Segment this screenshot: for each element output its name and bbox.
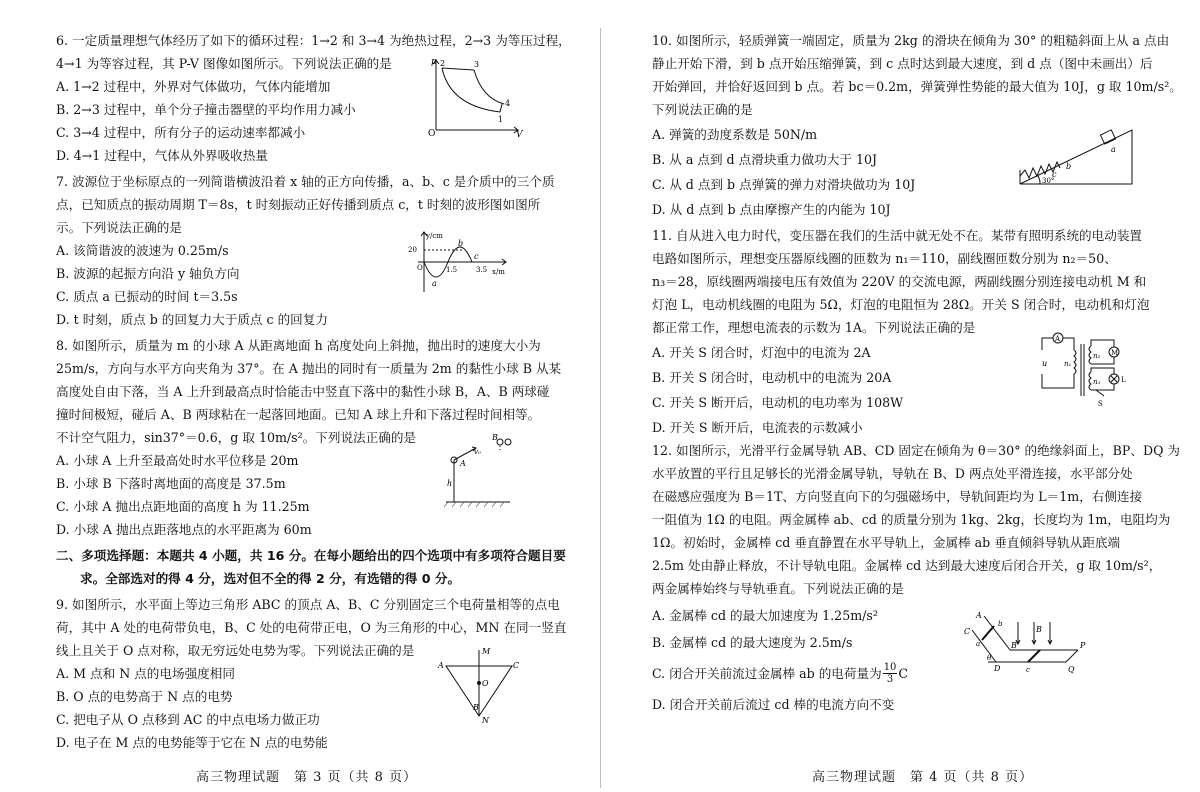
q8-ball-a: A [460,459,466,468]
q7-line-2: 点，已知质点的振动周期 T＝8s，t 时刻振动正好传播到质点 c，t 时刻的波形图如图所 [56,197,541,212]
q9-option-a: A. M 点和 N 点的电场强度相同 [56,666,235,681]
q8-option-a: A. 小球 A 上升至最高处时水平位移是 20m [56,453,299,468]
q6-v-axis-label: V [516,130,523,138]
q12-rod-end-c: c [1026,666,1030,674]
q8-option-b: B. 小球 B 下落时离地面的高度是 37.5m [56,476,286,491]
q8-velocity: v₀ [474,448,481,456]
q9-line-1: 9. 如图所示，水平面上等边三角形 ABC 的顶点 A、B、C 分别固定三个电荷量相等的点电 [56,597,560,612]
q9-line-2: 荷，其中 A 处的电荷带负电，B、C 处的电荷带正电，O 为三角形的中心，MN 在同一竖直 [56,620,567,635]
q7-option-d: D. t 时刻，质点 b 的回复力大于质点 c 的回复力 [56,312,328,327]
q12-line-7: 两金属棒始终与导轨垂直。下列说法正确的是 [652,581,904,596]
q12-option-a: A. 金属棒 cd 的最大加速度为 1.25m/s² [652,608,878,623]
q12-point-p: P [1080,641,1086,650]
q11-line-4: 灯泡 L，电动机线圈的电阻为 5Ω，灯泡的电阻恒为 28Ω。开关 S 闭合时，电动机和灯泡 [652,297,1150,312]
q6-origin-label: O [428,129,436,138]
q10-line-2: 静止开始下滑，到 b 点开始压缩弹簧，到 c 点时达到最大速度，到 d 点（图中未画出）后 [652,56,1153,71]
q9-option-b: B. O 点的电势高于 N 点的电势 [56,689,233,704]
q10-option-d: D. 从 d 点到 b 点由摩擦产生的内能为 10J [652,202,891,217]
q6-state-2: 2 [440,59,446,68]
q8-line-2: 25m/s，方向与水平方向夹角为 37°。在 A 抛出的同时有一质量为 2m 的黏性小球 B 从某 [56,361,562,376]
q6-state-3: 3 [474,60,480,69]
q8-option-c: C. 小球 A 抛出点距地面的高度 h 为 11.25m [56,499,310,514]
q7-x-axis-label: x/m [492,268,505,276]
q7-amplitude-label: 20 [408,246,417,254]
q8-line-4: 撞时间极短，碰后 A、B 两球粘在一起落回地面。已知 A 球上升和下落过程时间相等。 [56,407,541,422]
q6-option-d: D. 4→1 过程中，气体从外界吸收热量 [56,148,268,163]
q7-origin-label: O [417,264,423,272]
right-page-footer: 高三物理试题 第 4 页（共 8 页） [812,770,1034,785]
q12-option-c-unit: C [898,665,909,681]
q12-line-4: 一阻值为 1Ω 的电阻。两金属棒 ab、cd 的质量分别为 1kg、2kg，长度均为 1m，电阻均为 [652,512,1171,527]
q11-switch-label: S [1098,400,1103,408]
q7-wave-diagram [396,228,512,296]
q9-vertex-a: A [438,661,444,670]
q7-y-axis-label: y/cm [426,232,443,240]
q12-field-label: B [1036,625,1042,634]
q7-point-a: a [432,279,437,288]
section-2-heading-cont: 求。全部选对的得 4 分，选对但不全的得 2 分，有选错的得 0 分。 [80,571,461,586]
q6-state-4: 4 [505,99,511,108]
q7-option-c: C. 质点 a 已振动的时间 t＝3.5s [56,289,238,304]
q9-center-o: O [482,679,489,688]
q12-option-c [652,662,908,685]
q12-angle: θ [987,654,992,662]
fraction-denominator: 3 [886,674,894,685]
fraction-numerator: 10 [883,662,897,673]
q12-line-2: 水平放置的平行且足够长的光滑金属导轨，导轨在 B、D 两点处平滑连接，水平部分处 [652,466,1133,481]
q12-rails-diagram [954,604,1094,682]
q11-transformer-diagram [1036,330,1128,408]
q11-n2-label: n₂ [1093,352,1101,360]
left-page-footer: 高三物理试题 第 3 页（共 8 页） [196,770,418,785]
q9-line-3: 线上且关于 O 点对称，取无穷远处电势为零。下列说法正确的是 [56,643,415,658]
q10-line-1: 10. 如图所示，轻质弹簧一端固定，质量为 2kg 的滑块在倾角为 30° 的粗糙斜面上从 a 点由 [652,33,1170,48]
q12-line-6: 2.5m 处由静止释放，不计导轨电阻。金属棒 cd 达到最大速度后闭合开关，g 取 10m/s²， [652,558,1162,573]
q10-option-a: A. 弹簧的劲度系数是 50N/m [652,127,818,142]
q7-point-b: b [458,239,464,248]
q6-state-1: 1 [498,115,504,124]
q9-option-d: D. 电子在 M 点的电势能等于它在 N 点的电势能 [56,735,328,750]
q8-option-d: D. 小球 A 抛出点距落地点的水平距离为 60m [56,522,312,537]
q6-line-1: 6. 一定质量理想气体经历了如下的循环过程：1→2 和 3→4 为绝热过程，2→3 为等压过程， [56,33,571,48]
q12-rod-end-a: a [976,640,981,648]
q7-option-a: A. 该简谐波的波速为 0.25m/s [56,243,229,258]
q6-pv-diagram [428,54,528,138]
q11-line-5: 都正常工作，理想电流表的示数为 1A。下列说法正确的是 [652,320,976,335]
page-divider [600,28,601,788]
section-2-heading: 二、多项选择题：本题共 4 小题，共 16 分。在每小题给出的四个选项中有多项符合题目要 [56,548,566,563]
q8-projectile-diagram [440,430,530,512]
q8-height: h [447,479,453,488]
q8-line-1: 8. 如图所示，质量为 m 的小球 A 从距离地面 h 高度处向上斜抛，抛出时的速度大小为 [56,338,541,353]
q11-motor-label: M [1111,349,1119,357]
q6-option-a: A. 1→2 过程中，外界对气体做功，气体内能增加 [56,79,331,94]
q11-line-3: n₃＝28，原线圈两端接电压有效值为 220V 的交流电源，两副线圈分别连接电动机 M 和 [652,274,1147,289]
q7-point-c: c [474,252,479,261]
q10-point-c: c [1052,170,1057,179]
q11-option-b: B. 开关 S 闭合时，电动机中的电流为 20A [652,370,892,385]
q12-line-3: 在磁感应强度为 B＝1T、方向竖直向下的匀强磁场中，导轨间距均为 L＝1m，右侧连接 [652,489,1143,504]
q12-option-c-text: C. 闭合开关前流过金属棒 ab 的电荷量为 [652,665,882,681]
q12-point-a: A [976,611,982,620]
q7-line-3: 示。下列说法正确的是 [56,220,182,235]
q10-option-c: C. 从 d 点到 b 点弹簧的弹力对滑块做功为 10J [652,177,916,192]
q12-point-q: Q [1068,665,1075,674]
q11-line-1: 11. 自从进入电力时代，变压器在我们的生活中就无处不在。某带有照明系统的电动装置 [652,228,1143,243]
q10-incline-diagram [1008,126,1140,192]
q6-line-2: 4→1 为等容过程，其 P-V 图像如图所示。下列说法正确的是 [56,56,392,71]
q12-option-d: D. 闭合开关前后流过 cd 棒的电流方向不变 [652,697,895,712]
q7-option-b: B. 波源的起振方向沿 y 轴负方向 [56,266,240,281]
q12-rod-end-b: b [998,620,1003,628]
q9-vertex-c: C [513,661,520,670]
q6-option-c: C. 3→4 过程中，所有分子的运动速率都减小 [56,125,306,140]
q6-option-b: B. 2→3 过程中，单个分子撞击器壁的平均作用力减小 [56,102,356,117]
q6-p-axis-label: p [431,57,437,67]
q9-option-c: C. 把电子从 O 点移到 AC 的中点电场力做正功 [56,712,320,727]
q11-n1-label: n₁ [1064,360,1072,368]
q10-option-b: B. 从 a 点到 d 点滑块重力做功大于 10J [652,152,878,167]
q11-option-c: C. 开关 S 断开后，电动机的电功率为 108W [652,395,904,410]
q8-ball-b: B [492,433,498,442]
q7-tick-3-5: 3.5 [476,266,488,274]
q10-line-3: 开始弹回，并恰好返回到 b 点。若 bc＝0.2m，弹簧弹性势能的最大值为 10J，g 取 10m/s²。 [652,79,1182,94]
q12-point-c: C [964,627,971,636]
q12-line-1: 12. 如图所示，光滑平行金属导轨 AB、CD 固定在倾角为 θ＝30° 的绝缘斜面上，BP、DQ 为 [652,443,1180,458]
q9-point-m: M [482,647,491,656]
q10-point-b: b [1066,162,1072,171]
q12-option-b: B. 金属棒 cd 的最大速度为 2.5m/s [652,635,853,650]
q11-option-d: D. 开关 S 断开后，电流表的示数减小 [652,420,863,435]
q12-option-c-fraction [883,662,898,685]
q11-source-label: u [1042,359,1048,368]
q11-ammeter-label: A [1055,335,1061,343]
q10-point-a: a [1111,145,1116,154]
q7-tick-1-5: 1.5 [446,266,458,274]
q11-lamp-label: L [1121,376,1126,384]
q11-n3-label: n₃ [1093,378,1101,386]
q11-option-a: A. 开关 S 闭合时，灯泡中的电流为 2A [652,345,871,360]
q9-vertex-b: B [473,703,479,712]
q12-point-d: D [994,664,1001,673]
q10-line-4: 下列说法正确的是 [652,102,753,117]
q11-line-2: 电路如图所示，理想变压器原线圈的匝数为 n₁＝110，副线圈匝数分别为 n₂＝50、 [652,251,1117,266]
q7-line-1: 7. 波源位于坐标原点的一列简谐横波沿着 x 轴的正方向传播，a、b、c 是介质中的三个质 [56,174,555,189]
q9-triangle-diagram [436,644,522,724]
q8-line-3: 高度处自由下落，当 A 上升到最高点时恰能击中竖直下落中的黏性小球 B，A、B 两球碰 [56,384,550,399]
q8-line-5: 不计空气阻力，sin37°＝0.6，g 取 10m/s²。下列说法正确的是 [56,430,417,445]
q12-line-5: 1Ω。初始时，金属棒 cd 垂直静置在水平导轨上，金属棒 ab 垂直倾斜导轨从距底端 [652,535,1121,550]
q10-angle: 30° [1042,177,1055,185]
q12-point-b: B [1011,641,1017,650]
q9-point-n: N [482,716,489,724]
